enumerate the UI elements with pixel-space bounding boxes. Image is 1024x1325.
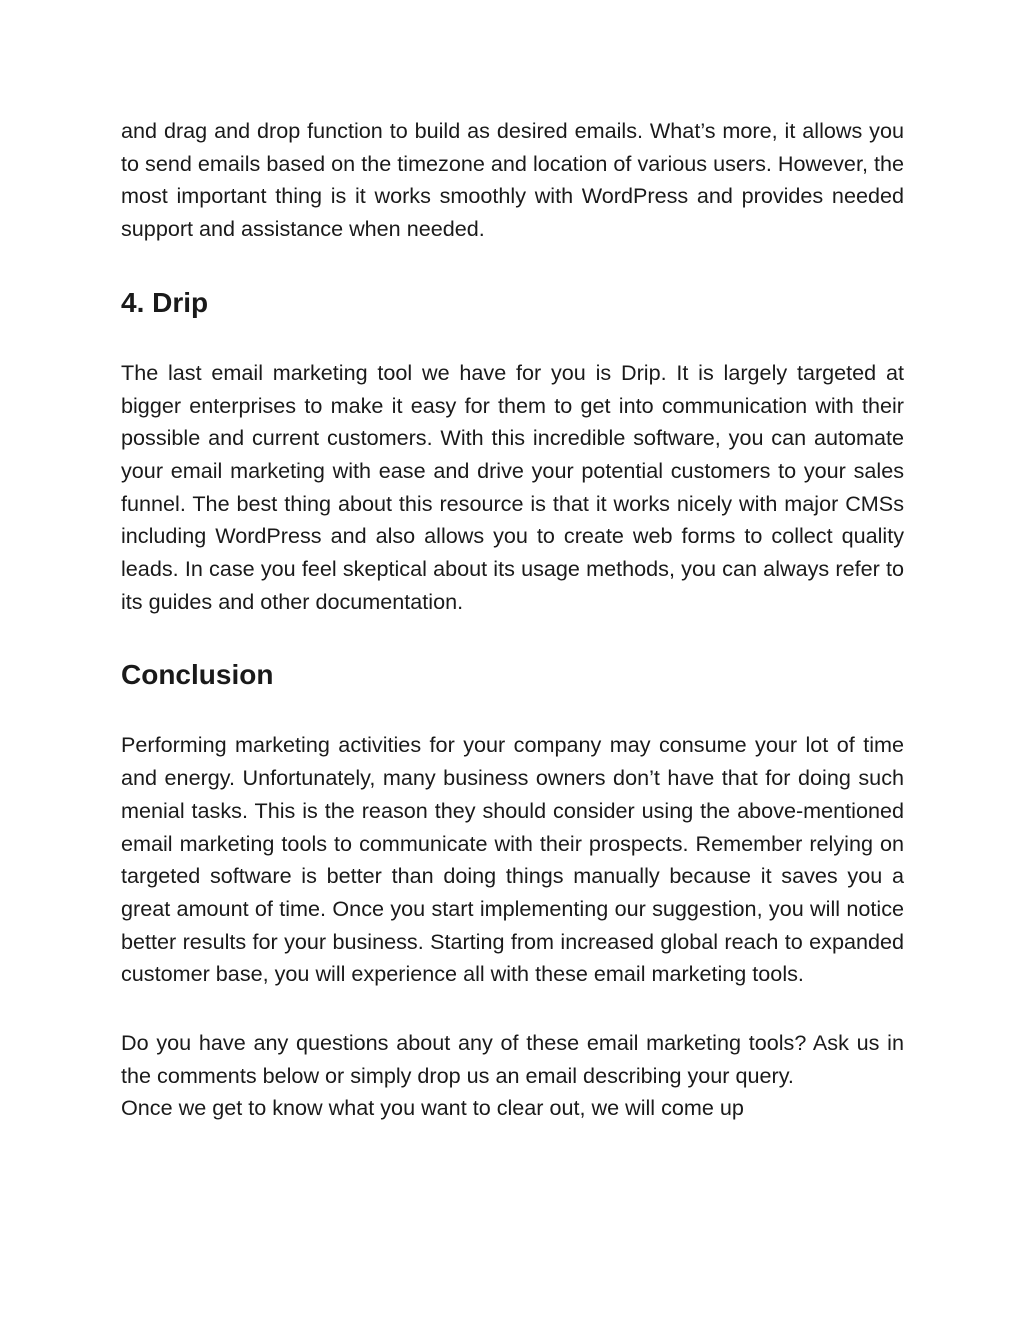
conclusion-paragraph: Performing marketing activities for your company may consume your lot of time and energy. Unfortunately, many business owners don’t have that for doing such menial tasks. This is the reason they should consider using the above-mentioned email marketing tools to communicate with their prospects. Remember relying on targeted software is better than doing things manually because it saves you a great amount of time. Once you start implementing our suggestion, you will notice better results for your business. Starting from increased global reach to expanded customer base, you will experience all with these email marketing tools. (121, 732, 904, 987)
intro-paragraph: and drag and drop function to build as desired emails. What’s more, it allows you to send emails based on the timezone and location of various users. However, the most important thing is it works smoothly with WordPress and provides needed support and assistance when needed. (121, 118, 904, 242)
section-heading-conclusion: Conclusion (121, 659, 274, 691)
closing-line: Once we get to know what you want to clear out, we will come up (121, 1095, 744, 1121)
section-heading-drip: 4. Drip (121, 286, 209, 318)
drip-paragraph: The last email marketing tool we have for you is Drip. It is largely targeted at bigger enterprises to make it easy for them to get into communication with their possible and current customers. With this incredible software, you can automate your email marketing with ease and drive your potential customers to your sales funnel. The best thing about this resource is that it works nicely with major CMSs including WordPress and also allows you to create web forms to collect quality leads. In case you feel skeptical about its usage methods, you can always refer to its guides and other documentation. (121, 359, 904, 614)
document-page (121, 115, 904, 1125)
questions-paragraph: Do you have any questions about any of these email marketing tools? Ask us in the comments below or simply drop us an email describing your query. (121, 1030, 904, 1088)
